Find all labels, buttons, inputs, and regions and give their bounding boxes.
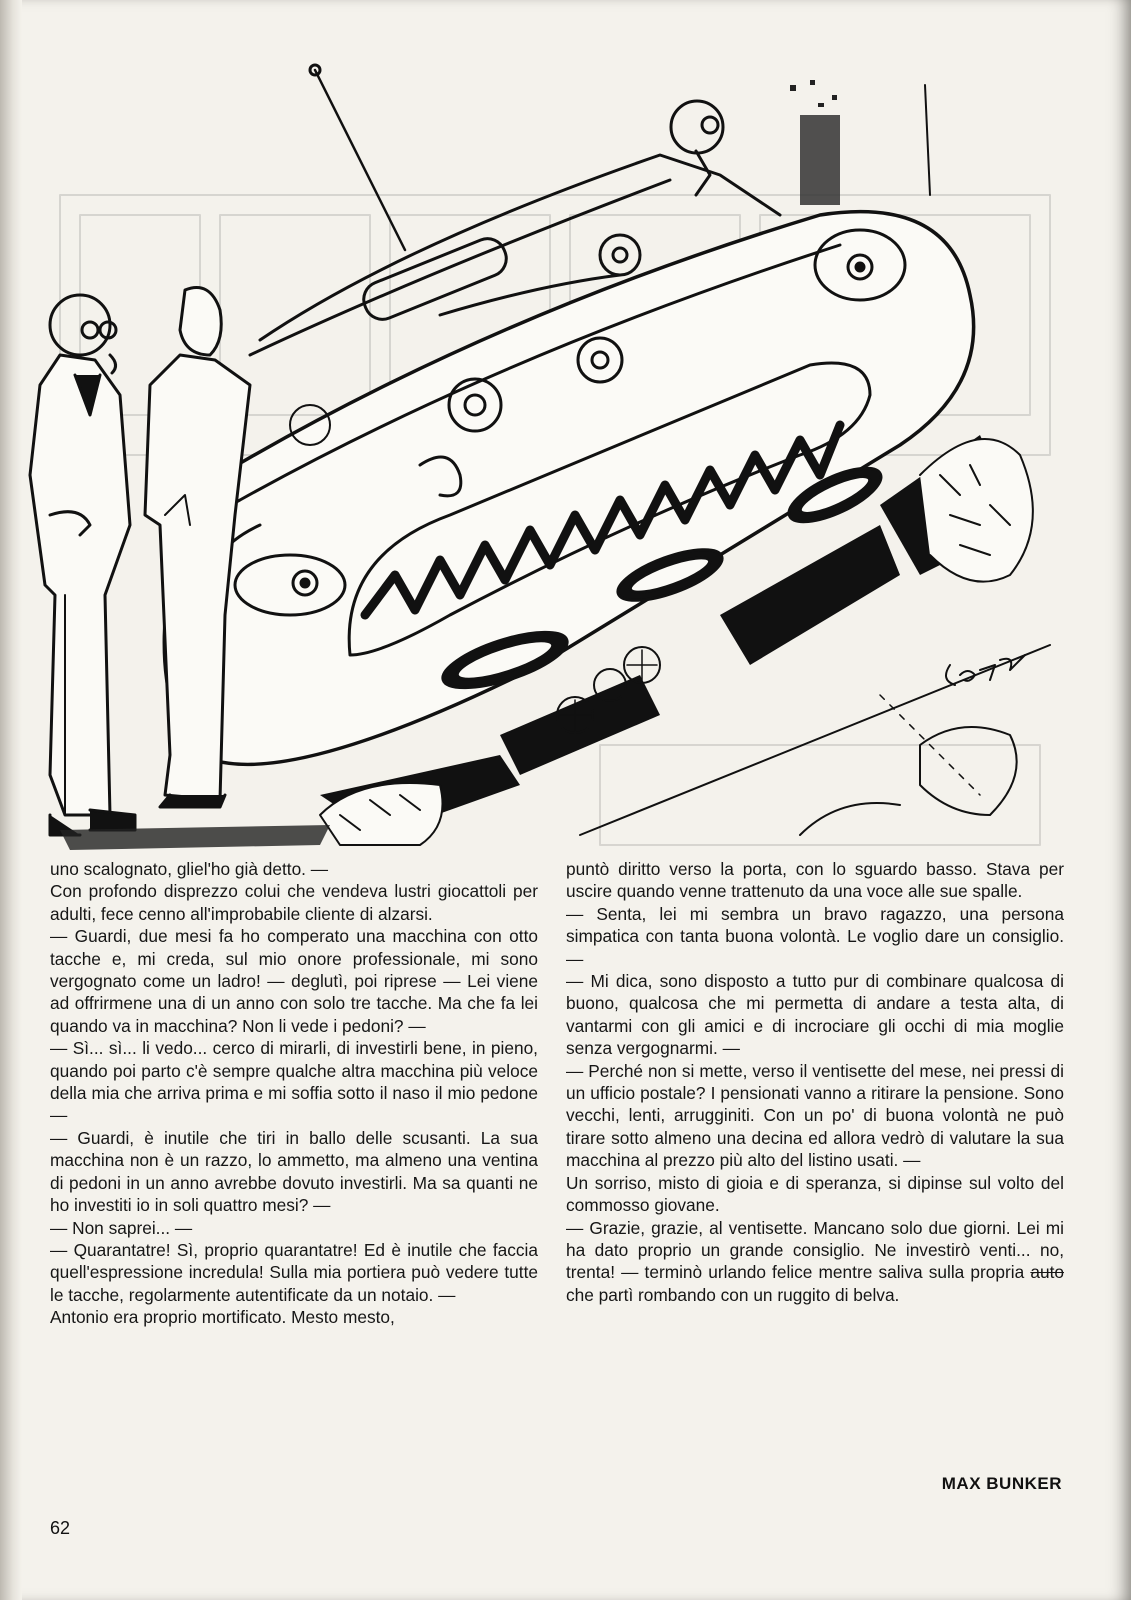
struck-word: auto [1030,1262,1064,1283]
final-text-end: che partì rombando con un ruggito di belva. [566,1284,900,1305]
paragraph: Un sorriso, misto di gioia e di speranza, si dipinse sul volto del commosso giovane. [566,1172,1064,1216]
paragraph: — Mi dica, sono disposto a tutto pur di combinare qualcosa di buono, qualcosa che mi permetta di andare a testa alta, di vantarmi con gli amici e di incrociare gli occhi di mia moglie senza vergognarmi. — [566,971,1064,1059]
man-with-glasses [30,295,135,835]
car-body [164,212,973,765]
speckled-pillar [790,80,840,205]
paragraph: puntò diritto verso la porta, con lo sguardo basso. Stava per uscire quando venne trattenuto da una voce alle sue spalle. [566,859,1064,902]
page-number: 62 [50,1518,71,1538]
left-text-column [50,858,538,1329]
paragraph: — Senta, lei mi sembra un bravo ragazzo, una persona simpatica con tanta buona volontà. Le voglio dare un consiglio. — [566,903,1064,969]
car-cartoon-illustration [20,55,1060,855]
paragraph: — Guardi, due mesi fa ho comperato una macchina con otto tacche e, mi creda, sul mio onore professionale, mi sono vergognato come un ladro! — deglutì, poi riprese — Lei viene ad offrirmene una di un anno con solo tre tacche. Ma che fa lei quando va in macchina? Non li vede i pedoni? — [50,926,538,1036]
author-byline: MAX BUNKER [941,1474,1062,1493]
paragraph: uno scalognato, gliel'ho già detto. — [50,859,329,879]
final-text: — Grazie, grazie, al ventisette. Mancano solo due giorni. Lei mi ha dato proprio un grande consiglio. Ne investirò venti... no, trenta! — terminò urlando felice mentre saliva sulla propria [566,1217,1064,1283]
paragraph: Antonio era proprio mortificato. Mesto mesto, [50,1307,395,1328]
antenna [315,70,405,250]
right-text-column [566,858,1064,1306]
final-paragraph [566,1217,1064,1307]
paragraph: — Perché non si mette, verso il ventisette del mese, nei pressi di un ufficio postale? I pensionati vanno a ritirare la pensione. Sono vecchi, lenti, arrugginiti. Con un po' di buona volontà ne può tirare sotto almeno una decina ed allora vedrò di valutare la sua macchina al prezzo più alto del listino usati. — [566,1060,1064,1171]
paragraph: — Guardi, è inutile che tiri in ballo delle scusanti. La sua macchina non è un razzo, lo ammetto, ma almeno una ventina di pedoni in un anno avrebbe dovuto investirli. Ma sa quanti ne ho investiti io in soli quattro mesi? — [50,1127,538,1216]
paragraph: — Quarantatre! Sì, proprio quarantatre! Ed è inutile che faccia quell'espressione incredula! Sulla mia portiera può vedere tutte le tacche, regolarmente autentificate da un notaio. — [50,1239,538,1305]
roof-ball [671,101,723,153]
paragraph: — Sì... sì... li vedo... cerco di mirarli, di investirli bene, in pieno, quando poi parto c'è sempre qualche altra macchina più veloce della mia che arriva prima e mi soffia sotto il naso il mio pedone — [50,1038,538,1126]
paragraph: — Non saprei... — [50,1217,193,1238]
page-binding-shadow [0,0,22,1600]
paragraph: Con profondo disprezzo colui che vendeva lustri giocattoli per adulti, fece cenno all'improbabile cliente di alzarsi. [50,881,538,924]
